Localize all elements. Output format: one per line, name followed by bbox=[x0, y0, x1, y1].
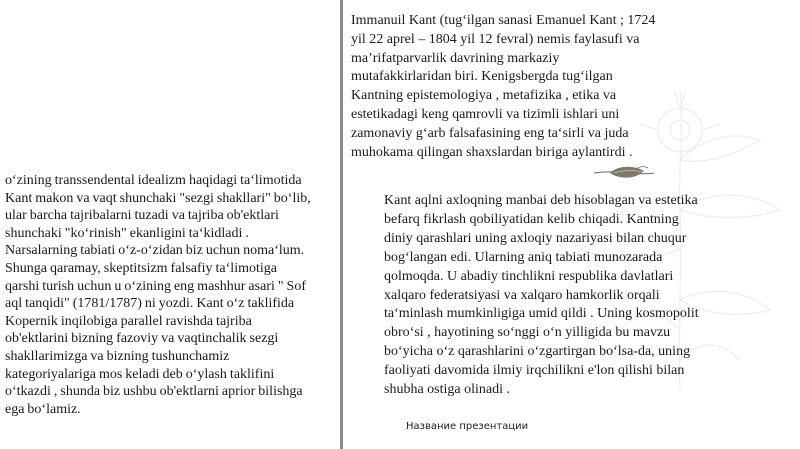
intro-paragraph: Immanuil Kant (tug‘ilgan sanasi Emanuel Kant ; 1724 yil 22 aprel – 1804 yil 12 fevral) nemis faylasufi va ma’rifatparvarlik davrining markaziy mutafakkirlaridan biri. Kenigsbergda tug‘ilgan Kantning epistemologiya , metafizika , etika va estetikadagi keng qamrovli va tizimli ishlari uni zamonaviy g‘arb falsafasining eng ta‘sirli va juda muhokama qilingan shaxslardan biriga aylantirdi . bbox=[351, 13, 656, 160]
vertical-divider bbox=[340, 0, 343, 449]
body-paragraph: Kant aqlni axloqning manbai deb hisoblagan va estetika befarq fikrlash qobiliyatidan kelib chiqadi. Kantning diniy qarashlari uning axloqiy nazariyasi bilan chuqur bog‘langan edi. Ularning aniq tabiati munozarada qolmoqda. U abadiy tinchlikni respublika davlatlari xalqaro federatsiyasi va xalqaro hamkorlik orqali ta‘minlash mumkinligiga umid qildi . Uning kosmopolit obro‘si , hayotining so‘nggi o‘n yilligida bu mavzu bo‘yicha o‘z qarashlarini o‘zgartirgan bo‘lsa-da, uning faoliyati davomida ilmiy irqchilikni e'lon qilishi bilan shubha ostiga olinadi . bbox=[384, 193, 699, 398]
leaf-ornament-icon bbox=[592, 163, 656, 183]
presentation-title-footer: Название презентации bbox=[406, 421, 529, 432]
left-paragraph: o‘zining transsendental idealizm haqidagi ta‘limotida Kant makon va vaqt shunchaki "sezgi shakllari" bo‘lib, ular barcha tajribalarni tuzadi va tajriba ob'ektlari shunchaki "ko‘rinish" ekanligini ta‘kidladi . Narsalarning tabiati o‘z-o‘zidan biz uchun noma‘lum. Shunga qaramay, skeptitsizm falsafiy ta‘limotiga qarshi turish uchun u o‘zining eng mashhur asari " Sof aql tanqidi" (1781/1787) ni yozdi. Kant o‘z taklifida Kopernik inqilobiga parallel ravishda tajriba ob'ektlarini bizning fazoviy va vaqtinchalik sezgi shakllarimizga va bizning tushunchamiz kategoriyalariga mos keladi deb o‘ylash taklifini o‘tkazdi , shunda biz ushbu ob'ektlarni aprior bilishga ega bo‘lamiz. bbox=[5, 173, 311, 417]
